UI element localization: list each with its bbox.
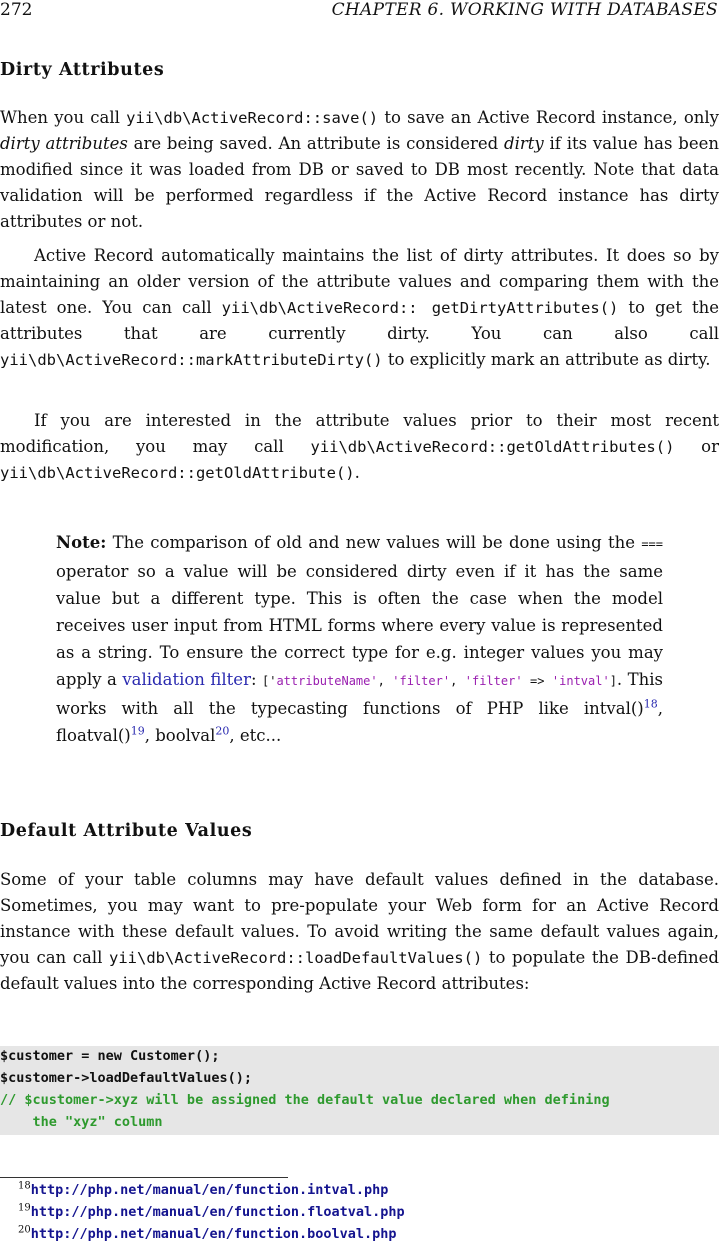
inline-code: yii\db\ActiveRecord::getOldAttribute() bbox=[0, 464, 355, 482]
footnote-19: $^{19}$http://php.net/manual/en/function.floatval.php bbox=[18, 1202, 405, 1220]
inline-code: yii\db\ActiveRecord:: getDirtyAttributes() bbox=[221, 299, 619, 317]
code-comment-line: // $customer->xyz will be assigned the default value declared when defining bbox=[0, 1092, 610, 1108]
page-header bbox=[0, 0, 719, 22]
paragraph-default-values: Some of your table columns may have default values defined in the database. Sometimes, you may want to pre-populate your Web form for an Active Record instance with these default values. To avoid writing the same default values again, you can call yii\db\ActiveRecord::loadDefaultValues() to populate the DB-defined default values into the corresponding Active Record attributes: bbox=[0, 870, 719, 993]
code-comment-line: the "xyz" column bbox=[0, 1114, 163, 1130]
paragraph-old-attributes: If you are interested in the attribute values prior to their most recent modification, you may call yii\db\ActiveRecord::getOldAttributes() or yii\db\ActiveRecord::getOldAttribute(). bbox=[0, 411, 719, 482]
footnote-20: $^{20}$http://php.net/manual/en/function.boolval.php bbox=[18, 1224, 397, 1242]
paragraph-dirty-intro: When you call yii\db\ActiveRecord::save() to save an Active Record instance, only dirty attributes are being saved. An attribute is considered dirty if its value has been modified since it was loaded from DB or saved to DB most recently. Note that data validation will be performed regardless if the Active Record instance has dirty attributes or not. bbox=[0, 108, 719, 231]
section-heading-default-values: Default Attribute Values bbox=[0, 821, 253, 841]
footnote-link[interactable]: http://php.net/manual/en/function.intval.php bbox=[30, 1182, 389, 1198]
inline-code: yii\db\ActiveRecord::save() bbox=[126, 109, 379, 127]
code-block bbox=[0, 1046, 719, 1135]
inline-code: yii\db\ActiveRecord::loadDefaultValues() bbox=[109, 949, 483, 967]
footnote-link[interactable]: http://php.net/manual/en/function.boolval.php bbox=[30, 1226, 397, 1242]
footnote-ref-19[interactable]: 19 bbox=[130, 724, 145, 738]
footnote-divider bbox=[0, 1177, 288, 1178]
paragraph-dirty-maintain: Active Record automatically maintains the list of dirty attributes. It does so by maintaining an older version of the attribute values and comparing them with the latest one. You can call yii\db\ActiveRecord:: getDirtyAttributes() to get the attributes that are currently dirty. You can also call yii\db\ActiveRecord::markAttributeDirty() to explicitly mark an attribute as dirty. bbox=[0, 246, 719, 369]
note-block: Note: The comparison of old and new values will be done using the === operator so a value will be considered dirty even if it has the same value but a different type. This is often the case when the model receives user input from HTML forms where every value is represented as a string. To ensure the correct type for e.g. integer values you may apply a validation filter: ['attributeName', 'filter', 'filter' => 'intval']. This works with all the typecasting functions of PHP like intval()$^{18}$, floatval()$^{19}$, boolval$^{20}$, etc... bbox=[56, 533, 664, 745]
note-label: Note: bbox=[56, 533, 107, 552]
footnote-ref-18[interactable]: 18 bbox=[643, 697, 658, 711]
chapter-title: CHAPTER 6. WORKING WITH DATABASES bbox=[331, 0, 718, 20]
inline-code: === bbox=[641, 537, 663, 551]
inline-code: yii\db\ActiveRecord::getOldAttributes() bbox=[310, 438, 675, 456]
section-heading-dirty-attributes: Dirty Attributes bbox=[0, 60, 165, 80]
footnote-link[interactable]: http://php.net/manual/en/function.floatval.php bbox=[30, 1204, 405, 1220]
emphasis: dirty attributes bbox=[0, 134, 128, 153]
code-line: $customer = new Customer(); bbox=[0, 1048, 220, 1064]
emphasis: dirty bbox=[504, 134, 544, 153]
code-line: $customer->loadDefaultValues(); bbox=[0, 1070, 252, 1086]
validation-filter-link[interactable]: validation filter bbox=[122, 670, 251, 689]
footnote-18: $^{18}$http://php.net/manual/en/function.intval.php bbox=[18, 1180, 389, 1198]
inline-code: yii\db\ActiveRecord::markAttributeDirty() bbox=[0, 351, 383, 369]
page-number: 272 bbox=[0, 0, 33, 20]
footnote-ref-20[interactable]: 20 bbox=[215, 724, 230, 738]
